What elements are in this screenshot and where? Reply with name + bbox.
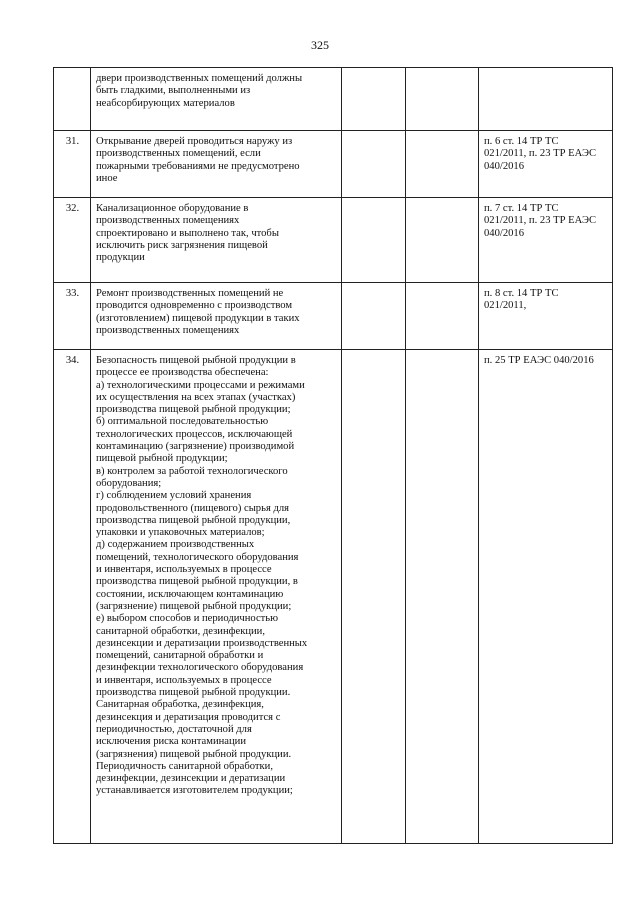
requirement-line: (изготовлением) пищевой продукции в таких xyxy=(96,312,300,324)
requirements-table xyxy=(53,67,613,844)
requirement-line: производственных помещениях xyxy=(96,215,240,227)
requirement-line: периодичностью, достаточной для xyxy=(96,723,252,735)
requirement-line: оборудования; xyxy=(96,477,162,489)
requirement-line: и инвентаря, используемых в процессе xyxy=(96,674,272,686)
empty-cell xyxy=(342,283,406,350)
requirement-line: продовольственного (пищевого) сырья для xyxy=(96,502,290,514)
requirement-text xyxy=(91,131,342,198)
regulation-reference xyxy=(479,68,613,131)
requirement-line: Санитарная обработка, дезинфекция, xyxy=(96,699,264,711)
item-number: 32. xyxy=(54,198,91,283)
item-number: 34. xyxy=(54,350,91,844)
requirement-line: помещений, технологического оборудования xyxy=(96,551,299,563)
empty-cell xyxy=(342,350,406,844)
requirement-line: технологических процессов, исключающей xyxy=(96,428,293,440)
empty-cell xyxy=(342,198,406,283)
requirement-line: пожарными требованиями не предусмотрено xyxy=(96,160,300,172)
requirement-line: продукции xyxy=(96,252,145,264)
requirement-line: производственных помещений, если xyxy=(96,148,261,160)
requirement-text xyxy=(91,68,342,131)
regulation-reference xyxy=(479,198,613,283)
regulation-reference xyxy=(479,350,613,844)
requirement-line: двери производственных помещений должны xyxy=(96,73,303,84)
requirement-line: контаминацию (загрязнение) производимой xyxy=(96,441,295,453)
reference-line: 040/2016 xyxy=(484,160,525,172)
requirement-line: производственных помещениях xyxy=(96,324,240,336)
requirement-line: дезинсекции и дератизации производственных xyxy=(96,637,308,649)
empty-cell xyxy=(406,131,479,198)
requirement-line: (загрязнение) пищевой рыбной продукции; xyxy=(96,600,292,612)
requirement-line: производства пищевой рыбной продукции, в xyxy=(96,576,298,588)
requirement-line: производства пищевой рыбной продукции. xyxy=(96,687,291,699)
requirement-line: дезинфекции, дезинсекции и дератизации xyxy=(96,773,286,785)
requirement-line: пищевой рыбной продукции; xyxy=(96,453,228,465)
requirement-text xyxy=(91,350,342,844)
item-number: 33. xyxy=(54,283,91,350)
table-row xyxy=(54,198,613,283)
requirement-line: исключить риск загрязнения пищевой xyxy=(96,239,268,251)
regulation-reference xyxy=(479,131,613,198)
requirement-line: производства пищевой рыбной продукции, xyxy=(96,514,291,526)
item-number xyxy=(54,68,91,131)
requirement-line: б) оптимальной последовательностью xyxy=(96,416,269,428)
requirement-line: Безопасность пищевой рыбной продукции в xyxy=(96,355,296,366)
requirement-line: процессе ее производства обеспечена: xyxy=(96,367,269,379)
reference-line: 040/2016 xyxy=(484,227,525,239)
requirement-line: в) контролем за работой технологического xyxy=(96,465,288,477)
empty-cell xyxy=(342,131,406,198)
requirement-line: иное xyxy=(96,172,118,184)
requirement-line: исключения риска контаминации xyxy=(96,736,246,748)
table-row xyxy=(54,283,613,350)
requirement-line: и инвентаря, используемых в процессе xyxy=(96,564,272,576)
empty-cell xyxy=(406,283,479,350)
requirement-text xyxy=(91,198,342,283)
requirement-line: е) выбором способов и периодичностью xyxy=(96,613,279,625)
reference-line: п. 6 ст. 14 ТР ТС xyxy=(484,136,559,147)
item-number: 31. xyxy=(54,131,91,198)
requirement-line: упаковки и упаковочных материалов; xyxy=(96,527,265,539)
requirement-line: помещений, санитарной обработки и xyxy=(96,650,264,662)
requirement-text xyxy=(91,283,342,350)
requirement-line: устанавливается изготовителем продукции; xyxy=(96,785,293,797)
requirement-line: проводится одновременно с производством xyxy=(96,300,293,312)
requirement-line: санитарной обработки, дезинфекции, xyxy=(96,625,266,637)
reference-line: 021/2011, xyxy=(484,300,527,312)
requirement-line: неабсорбирующих материалов xyxy=(96,97,235,109)
requirement-line: состоянии, исключающем контаминацию xyxy=(96,588,284,600)
requirement-line: Периодичность санитарной обработки, xyxy=(96,760,273,772)
requirement-line: спроектировано и выполнено так, чтобы xyxy=(96,227,279,239)
requirement-line: Ремонт производственных помещений не xyxy=(96,288,284,299)
empty-cell xyxy=(406,68,479,131)
requirement-line: дезинсекция и дератизация проводится с xyxy=(96,711,281,723)
requirement-line: дезинфекции технологического оборудования xyxy=(96,662,304,674)
empty-cell xyxy=(406,198,479,283)
requirement-line: д) содержанием производственных xyxy=(96,539,255,551)
reference-line: п. 25 ТР ЕАЭС 040/2016 xyxy=(484,355,594,366)
empty-cell xyxy=(342,68,406,131)
table-row xyxy=(54,350,613,844)
table-row xyxy=(54,131,613,198)
empty-cell xyxy=(406,350,479,844)
table-row xyxy=(54,68,613,131)
requirement-line: производства пищевой рыбной продукции; xyxy=(96,404,291,416)
requirement-line: их осуществления на всех этапах (участках) xyxy=(96,391,296,403)
reference-line: 021/2011, п. 23 ТР ЕАЭС xyxy=(484,148,597,160)
requirement-line: Канализационное оборудование в xyxy=(96,203,249,214)
requirement-line: а) технологическими процессами и режимами xyxy=(96,379,305,391)
regulation-reference xyxy=(479,283,613,350)
requirement-line: (загрязнения) пищевой рыбной продукции. xyxy=(96,748,292,760)
requirement-line: быть гладкими, выполненными из xyxy=(96,85,251,97)
reference-line: п. 8 ст. 14 ТР ТС xyxy=(484,288,559,299)
requirement-line: г) соблюдением условий хранения xyxy=(96,490,252,502)
requirement-line: Открывание дверей проводиться наружу из xyxy=(96,136,293,147)
page-number: 325 xyxy=(311,38,329,52)
reference-line: п. 7 ст. 14 ТР ТС xyxy=(484,203,559,214)
reference-line: 021/2011, п. 23 ТР ЕАЭС xyxy=(484,215,597,227)
